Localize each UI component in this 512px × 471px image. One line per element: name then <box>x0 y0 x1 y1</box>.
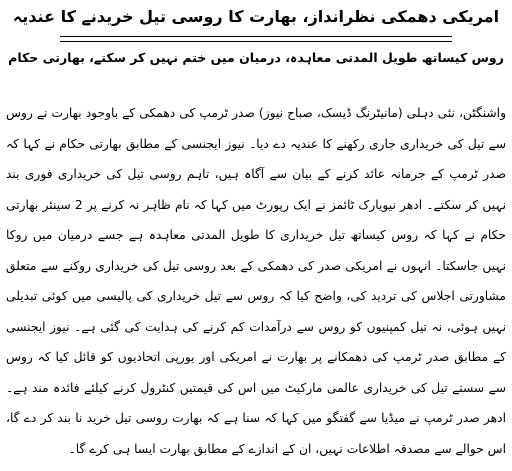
headline: امریکی دھمکی نظرانداز، بھارت کا روسی تیل خریدنے کا عندیہ <box>12 7 500 26</box>
headline-rule-bottom <box>60 41 452 42</box>
subheadline-1: روس کیساتھ طویل المدتی معاہدہ، درمیان میں ختم نہیں کر سکتے، بھارتی حکام <box>8 50 504 65</box>
article-body: واشنگٹن، نئی دہلی (مانیٹرنگ ڈیسک، صباح نیوز) صدر ٹرمپ کی دھمکی کے باوجود بھارت نے روس سے تیل کی خریداری جاری رکھنے کا عندیہ دے دیا۔ نیوز ایجنسی کے مطابق بھارتی حکام نے کہا کہ صدر ٹرمپ کے جرمانہ عائد کرنے کے بیان سے آگاہ ہیں، تاہم روسی تیل کی خریداری فوری بند نہیں کر سکتے۔ ادھر نیویارک ٹائمز نے ایک رپورٹ میں کہا کہ نام ظاہر نہ کرنے پر 2 سینئر بھارتی حکام نے کہا کہ روس کیساتھ تیل خریداری کا طویل المدتی معاہدہ ہے جسے درمیان میں روکا نہیں جاسکتا۔ انہوں نے امریکی صدر کی دھمکی کے بعد روسی تیل کی خریداری روکنے سے متعلق مشاورتی اجلاس کی تردید کی، واضح کیا کہ روس سے تیل خریداری کی پالیسی میں کوئی تبدیلی نہیں ہوئی، نہ تیل کمپنیوں کو روس سے درآمدات کم کرنے کی ہدایت کی گئی ہے۔ نیوز ایجنسی کے مطابق صدر ٹرمپ کی دھمکانے پر بھارت نے امریکی اور یورپی اتحادیوں کو قائل کیا کہ روس سے سستے تیل کی خریداری عالمی مارکیٹ میں اس کی قیمتیں کنٹرول کرنے کیلئے فائدہ مند ہے۔ ادھر صدر ٹرمپ نے میڈیا سے گفتگو میں کہا کہ سنا ہے کہ بھارت روسی تیل خرید نا بند کر دے گا، اس حوالے سے مصدقہ اطلاعات نہیں، ان کے اندازے کے مطابق بھارت ایسا ہی کرے گا۔ <box>6 106 506 456</box>
headline-rule-top <box>60 36 452 37</box>
